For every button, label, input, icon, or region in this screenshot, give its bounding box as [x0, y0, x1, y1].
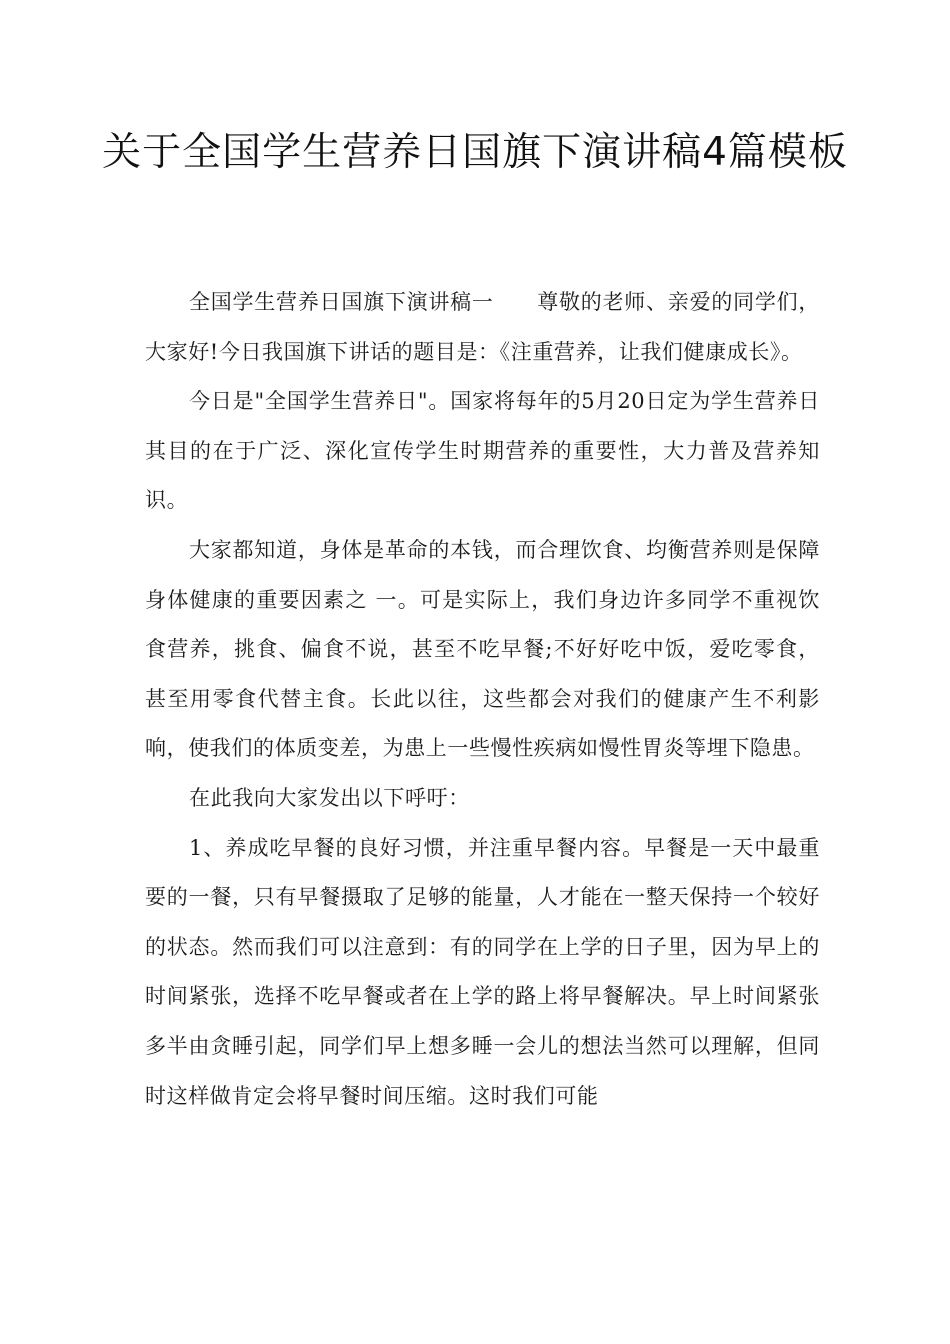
document-title: 关于全国学生营养日国旗下演讲稿4篇模板	[102, 130, 848, 175]
paragraph-5: 1、养成吃早餐的良好习惯，并注重早餐内容。早餐是一天中最重要的一餐，只有早餐摄取了足够的能量，人才能在一整天保持一个较好的状态。然而我们可以注意到：有的同学在上学的日子里，因为早上的时间紧张，选择不吃早餐或者在上学的路上将早餐解决。早上时间紧张多半由贪睡引起，同学们早上想多睡一会儿的想法当然可以理解，但同时这样做肯定会将早餐时间压缩。这时我们可能	[145, 835, 820, 1108]
paragraph-1: 全国学生营养日国旗下演讲稿一 尊敬的老师、亲爱的同学们，大家好!今日我国旗下讲话的题目是：《注重营养，让我们健康成长》。	[145, 290, 820, 364]
paragraph-3: 大家都知道，身体是革命的本钱，而合理饮食、均衡营养则是保障身体健康的重要因素之 一。可是实际上，我们身边许多同学不重视饮食营养，挑食、偏食不说，甚至不吃早餐;不好好吃中饭，爱吃零食，甚至用零食代替主食。长此以往，这些都会对我们的健康产生不利影响，使我们的体质变差，为患上一些慢性疾病如慢性胃炎等埋下隐患。	[145, 537, 820, 761]
document-body	[145, 278, 820, 1121]
paragraph-2: 今日是"全国学生营养日"。国家将每年的5月20日定为学生营养日其目的在于广泛、深化宣传学生时期营养的重要性，大力普及营养知识。	[145, 389, 820, 513]
paragraph-4: 在此我向大家发出以下呼吁：	[189, 785, 470, 810]
